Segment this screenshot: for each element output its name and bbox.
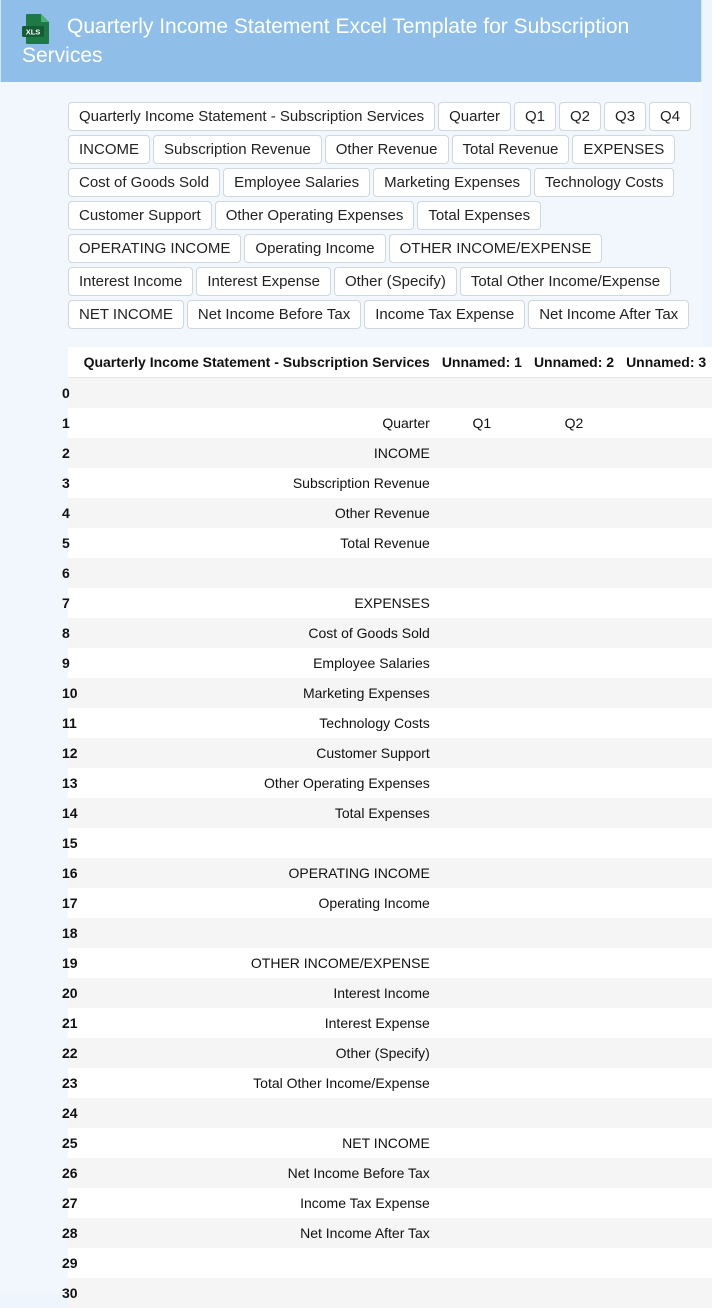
cell-q3[interactable]	[620, 1098, 712, 1128]
row-index[interactable]	[62, 1098, 78, 1128]
cell-q1[interactable]	[436, 798, 528, 828]
column-header[interactable]: Quarterly Income Statement - Subscription Services	[78, 347, 436, 378]
column-chip[interactable]: Interest Income	[68, 267, 193, 296]
column-chip[interactable]: Net Income After Tax	[528, 300, 689, 329]
row-label-cell[interactable]: Total Other Income/Expense	[78, 1068, 436, 1098]
column-chip[interactable]: Operating Income	[244, 234, 385, 263]
column-chip[interactable]: Marketing Expenses	[373, 168, 531, 197]
column-chip[interactable]: Employee Salaries	[223, 168, 370, 197]
cell-q1[interactable]	[436, 468, 528, 498]
row-index-label: 6	[62, 565, 70, 581]
cell-q3[interactable]	[620, 648, 712, 678]
table-row	[68, 858, 712, 888]
row-label-cell[interactable]	[78, 1248, 436, 1278]
column-chip[interactable]: Technology Costs	[534, 168, 674, 197]
cell-q3[interactable]	[620, 948, 712, 978]
row-index-label: 8	[62, 625, 70, 641]
column-chip[interactable]: INCOME	[68, 135, 150, 164]
row-index[interactable]	[62, 888, 78, 918]
cell-q1[interactable]	[436, 918, 528, 948]
column-chip[interactable]: Subscription Revenue	[153, 135, 322, 164]
cell-q2[interactable]	[528, 768, 620, 798]
table-row	[68, 948, 712, 978]
cell-q1[interactable]	[436, 1098, 528, 1128]
table-row	[68, 1188, 712, 1218]
row-index-label: 0	[62, 385, 70, 401]
cell-q3[interactable]	[620, 738, 712, 768]
table-header-row	[68, 347, 712, 378]
table-row	[68, 888, 712, 918]
row-label-cell[interactable]	[78, 1098, 436, 1128]
row-index[interactable]	[62, 1128, 78, 1158]
row-index-label: 13	[62, 775, 78, 791]
cell-q1[interactable]	[436, 648, 528, 678]
column-chip[interactable]: Customer Support	[68, 201, 212, 230]
row-index[interactable]	[62, 378, 78, 409]
row-index[interactable]	[62, 468, 78, 498]
cell-q2[interactable]	[528, 948, 620, 978]
row-index-label: 17	[62, 895, 78, 911]
row-index-label: 24	[62, 1105, 78, 1121]
cell-q2[interactable]	[528, 558, 620, 588]
row-index-label: 10	[62, 685, 78, 701]
row-label-cell[interactable]: Cost of Goods Sold	[78, 618, 436, 648]
cell-q2[interactable]	[528, 978, 620, 1008]
row-index[interactable]	[62, 918, 78, 948]
row-label-cell[interactable]: NET INCOME	[78, 1128, 436, 1158]
cell-q1[interactable]	[436, 1038, 528, 1068]
cell-q3[interactable]	[620, 408, 712, 438]
cell-q3[interactable]	[620, 768, 712, 798]
cell-q1[interactable]	[436, 978, 528, 1008]
row-index[interactable]	[62, 948, 78, 978]
row-label-cell[interactable]	[78, 558, 436, 588]
cell-q3[interactable]	[620, 888, 712, 918]
cell-q1[interactable]	[436, 588, 528, 618]
cell-q2[interactable]	[528, 1278, 620, 1308]
table-row	[68, 378, 712, 409]
table-row	[68, 798, 712, 828]
cell-q1[interactable]	[436, 378, 528, 409]
row-index[interactable]	[62, 678, 78, 708]
row-index[interactable]	[62, 618, 78, 648]
table-row	[68, 1098, 712, 1128]
row-index[interactable]	[62, 798, 78, 828]
row-index[interactable]	[62, 498, 78, 528]
cell-q2[interactable]	[528, 378, 620, 409]
cell-q3[interactable]	[620, 918, 712, 948]
row-index-label: 20	[62, 985, 78, 1001]
cell-q3[interactable]	[620, 1128, 712, 1158]
cell-q2[interactable]	[528, 1248, 620, 1278]
row-index[interactable]	[62, 438, 78, 468]
column-chip[interactable]: Q3	[604, 102, 646, 131]
table-row	[68, 558, 712, 588]
cell-q2[interactable]	[528, 1128, 620, 1158]
cell-q3[interactable]	[620, 558, 712, 588]
column-chip[interactable]: Cost of Goods Sold	[68, 168, 220, 197]
column-chip[interactable]: Total Revenue	[452, 135, 570, 164]
cell-q2[interactable]	[528, 648, 620, 678]
row-label-cell[interactable]	[78, 1278, 436, 1308]
excel-icon-text: XLS	[25, 27, 41, 37]
column-chip[interactable]: OTHER INCOME/EXPENSE	[389, 234, 603, 263]
row-index-label: 4	[62, 505, 70, 521]
table-row	[68, 408, 712, 438]
column-chip[interactable]: Total Expenses	[417, 201, 541, 230]
row-label-cell[interactable]: Operating Income	[78, 888, 436, 918]
row-label-cell[interactable]: Technology Costs	[78, 708, 436, 738]
table-row	[68, 438, 712, 468]
table-row	[68, 1068, 712, 1098]
column-chip[interactable]: Q4	[649, 102, 691, 131]
cell-q3[interactable]	[620, 378, 712, 409]
table-row	[68, 1158, 712, 1188]
cell-q1[interactable]	[436, 1248, 528, 1278]
row-index[interactable]	[62, 1158, 78, 1188]
column-chip[interactable]: Quarterly Income Statement - Subscription Services	[68, 102, 435, 131]
cell-q1[interactable]	[436, 708, 528, 738]
row-index-label: 18	[62, 925, 78, 941]
table-row	[68, 918, 712, 948]
cell-q2[interactable]	[528, 1218, 620, 1248]
row-index-label: 1	[62, 415, 70, 431]
data-table-container[interactable]	[62, 347, 707, 1301]
row-index[interactable]	[62, 768, 78, 798]
cell-q3[interactable]	[620, 528, 712, 558]
table-row	[68, 468, 712, 498]
data-table	[62, 347, 712, 1308]
row-index-label: 26	[62, 1165, 78, 1181]
row-index-label: 23	[62, 1075, 78, 1091]
column-chip[interactable]: OPERATING INCOME	[68, 234, 241, 263]
column-chip[interactable]: Interest Expense	[196, 267, 331, 296]
cell-q1[interactable]	[436, 558, 528, 588]
cell-q1[interactable]	[436, 738, 528, 768]
row-index-label: 9	[62, 655, 70, 671]
cell-q1[interactable]	[436, 1188, 528, 1218]
table-row	[68, 768, 712, 798]
cell-q2[interactable]	[528, 858, 620, 888]
row-index[interactable]	[62, 828, 78, 858]
cell-q3[interactable]	[620, 798, 712, 828]
cell-q1[interactable]	[436, 1128, 528, 1158]
row-label-cell[interactable]: Net Income Before Tax	[78, 1158, 436, 1188]
row-label-cell[interactable]: Employee Salaries	[78, 648, 436, 678]
row-index-label: 15	[62, 835, 78, 851]
cell-q2[interactable]	[528, 1008, 620, 1038]
row-label-cell[interactable]: OTHER INCOME/EXPENSE	[78, 948, 436, 978]
cell-q2[interactable]	[528, 468, 620, 498]
row-index[interactable]	[62, 648, 78, 678]
row-index-label: 28	[62, 1225, 78, 1241]
row-label-cell[interactable]: Net Income After Tax	[78, 1218, 436, 1248]
row-label-cell[interactable]: Other Revenue	[78, 498, 436, 528]
cell-q1[interactable]	[436, 1008, 528, 1038]
table-row	[68, 1008, 712, 1038]
cell-q3[interactable]	[620, 1008, 712, 1038]
cell-q3[interactable]	[620, 438, 712, 468]
column-chip[interactable]: NET INCOME	[68, 300, 184, 329]
row-index-label: 2	[62, 445, 70, 461]
row-label-cell[interactable]: OPERATING INCOME	[78, 858, 436, 888]
column-chip[interactable]: Other Operating Expenses	[215, 201, 415, 230]
row-index[interactable]	[62, 528, 78, 558]
row-index[interactable]	[62, 1068, 78, 1098]
cell-q1[interactable]	[436, 498, 528, 528]
row-label-cell[interactable]: Total Expenses	[78, 798, 436, 828]
cell-q2[interactable]	[528, 1068, 620, 1098]
table-row	[68, 1278, 712, 1308]
cell-q3[interactable]	[620, 858, 712, 888]
cell-q3[interactable]	[620, 678, 712, 708]
cell-q3[interactable]	[620, 1248, 712, 1278]
column-chip[interactable]: EXPENSES	[572, 135, 675, 164]
cell-q1[interactable]: Q1	[436, 408, 528, 438]
column-header[interactable]: Unnamed: 2	[528, 347, 620, 378]
column-chip[interactable]: Other Revenue	[325, 135, 449, 164]
row-label-cell[interactable]: Total Revenue	[78, 528, 436, 558]
cell-q1[interactable]	[436, 888, 528, 918]
row-index-label: 11	[62, 715, 77, 731]
row-index[interactable]	[62, 588, 78, 618]
cell-q2[interactable]	[528, 798, 620, 828]
row-index-label: 12	[62, 745, 78, 761]
row-index-label: 19	[62, 955, 78, 971]
row-index-label: 22	[62, 1045, 78, 1061]
cell-q2[interactable]	[528, 438, 620, 468]
cell-q3[interactable]	[620, 1218, 712, 1248]
cell-q1[interactable]	[436, 1158, 528, 1188]
row-index[interactable]	[62, 738, 78, 768]
column-chip[interactable]: Q1	[514, 102, 556, 131]
cell-q3[interactable]	[620, 468, 712, 498]
cell-q1[interactable]	[436, 528, 528, 558]
row-index[interactable]	[62, 978, 78, 1008]
table-row	[68, 528, 712, 558]
cell-q2[interactable]	[528, 738, 620, 768]
cell-q1[interactable]	[436, 1218, 528, 1248]
table-row	[68, 1128, 712, 1158]
page-title: Quarterly Income Statement Excel Template for Subscription Services	[22, 15, 630, 67]
table-row	[68, 678, 712, 708]
table-row	[68, 978, 712, 1008]
column-chip[interactable]: Quarter	[438, 102, 511, 131]
cell-q2[interactable]	[528, 1158, 620, 1188]
cell-q1[interactable]	[436, 948, 528, 978]
row-index-label: 21	[62, 1015, 78, 1031]
cell-q1[interactable]	[436, 1278, 528, 1308]
row-index-label: 5	[62, 535, 70, 551]
table-row	[68, 498, 712, 528]
cell-q3[interactable]	[620, 498, 712, 528]
row-label-cell[interactable]: Other Operating Expenses	[78, 768, 436, 798]
cell-q1[interactable]	[436, 618, 528, 648]
column-chip-list	[68, 102, 702, 329]
column-chip[interactable]: Net Income Before Tax	[187, 300, 361, 329]
cell-q2[interactable]	[528, 678, 620, 708]
cell-q2[interactable]	[528, 888, 620, 918]
row-index-label: 27	[62, 1195, 78, 1211]
cell-q3[interactable]	[620, 1278, 712, 1308]
cell-q2[interactable]	[528, 498, 620, 528]
cell-q3[interactable]	[620, 1068, 712, 1098]
row-index[interactable]	[62, 708, 78, 738]
row-index-label: 29	[62, 1255, 78, 1271]
cell-q2[interactable]	[528, 828, 620, 858]
row-index[interactable]	[62, 1038, 78, 1068]
row-index-label: 3	[62, 475, 70, 491]
row-index-label: 7	[62, 595, 70, 611]
cell-q2[interactable]	[528, 618, 620, 648]
table-row	[68, 738, 712, 768]
table-row	[68, 588, 712, 618]
row-label-cell[interactable]: Customer Support	[78, 738, 436, 768]
cell-q1[interactable]	[436, 768, 528, 798]
row-index-label: 25	[62, 1135, 78, 1151]
cell-q1[interactable]	[436, 828, 528, 858]
row-index[interactable]	[62, 1248, 78, 1278]
column-chip[interactable]: Total Other Income/Expense	[460, 267, 671, 296]
main-content	[0, 82, 707, 1301]
cell-q2[interactable]	[528, 708, 620, 738]
cell-q2[interactable]	[528, 1038, 620, 1068]
page-header	[0, 0, 702, 82]
column-chip[interactable]: Q2	[559, 102, 601, 131]
row-index[interactable]	[62, 1008, 78, 1038]
row-index[interactable]	[62, 408, 78, 438]
row-index[interactable]	[62, 558, 78, 588]
cell-q3[interactable]	[620, 1158, 712, 1188]
cell-q3[interactable]	[620, 708, 712, 738]
row-index[interactable]	[62, 1278, 78, 1308]
cell-q3[interactable]	[620, 1038, 712, 1068]
cell-q3[interactable]	[620, 828, 712, 858]
cell-q1[interactable]	[436, 678, 528, 708]
cell-q1[interactable]	[436, 1068, 528, 1098]
row-label-cell[interactable]	[78, 918, 436, 948]
table-row	[68, 1038, 712, 1068]
row-label-cell[interactable]: Subscription Revenue	[78, 468, 436, 498]
column-chip[interactable]: Other (Specify)	[334, 267, 457, 296]
cell-q1[interactable]	[436, 858, 528, 888]
cell-q2[interactable]	[528, 918, 620, 948]
row-label-cell[interactable]: Income Tax Expense	[78, 1188, 436, 1218]
cell-q2[interactable]	[528, 1098, 620, 1128]
column-header[interactable]: Unnamed: 1	[436, 347, 528, 378]
cell-q2[interactable]	[528, 588, 620, 618]
row-label-cell[interactable]: Quarter	[78, 408, 436, 438]
cell-q2[interactable]	[528, 528, 620, 558]
column-header[interactable]: Unnamed: 3	[620, 347, 712, 378]
cell-q2[interactable]	[528, 1188, 620, 1218]
table-row	[68, 1218, 712, 1248]
row-index-label: 16	[62, 865, 78, 881]
row-label-cell[interactable]	[78, 378, 436, 409]
row-index-label: 14	[62, 805, 78, 821]
cell-q3[interactable]	[620, 978, 712, 1008]
row-label-cell[interactable]: Other (Specify)	[78, 1038, 436, 1068]
row-label-cell[interactable]: Marketing Expenses	[78, 678, 436, 708]
cell-q3[interactable]	[620, 1188, 712, 1218]
cell-q1[interactable]	[436, 438, 528, 468]
cell-q3[interactable]	[620, 618, 712, 648]
column-chip[interactable]: Income Tax Expense	[364, 300, 525, 329]
row-index[interactable]	[62, 1188, 78, 1218]
table-row	[68, 618, 712, 648]
index-header	[68, 347, 78, 378]
row-label-cell[interactable]: Interest Income	[78, 978, 436, 1008]
row-label-cell[interactable]: EXPENSES	[78, 588, 436, 618]
row-index[interactable]	[62, 1218, 78, 1248]
table-row	[68, 708, 712, 738]
cell-q2[interactable]: Q2	[528, 408, 620, 438]
row-index-label: 30	[62, 1285, 78, 1301]
table-row	[68, 648, 712, 678]
row-label-cell[interactable]: Interest Expense	[78, 1008, 436, 1038]
row-label-cell[interactable]	[78, 828, 436, 858]
table-row	[68, 828, 712, 858]
row-index[interactable]	[62, 858, 78, 888]
table-row	[68, 1248, 712, 1278]
row-label-cell[interactable]: INCOME	[78, 438, 436, 468]
cell-q3[interactable]	[620, 588, 712, 618]
